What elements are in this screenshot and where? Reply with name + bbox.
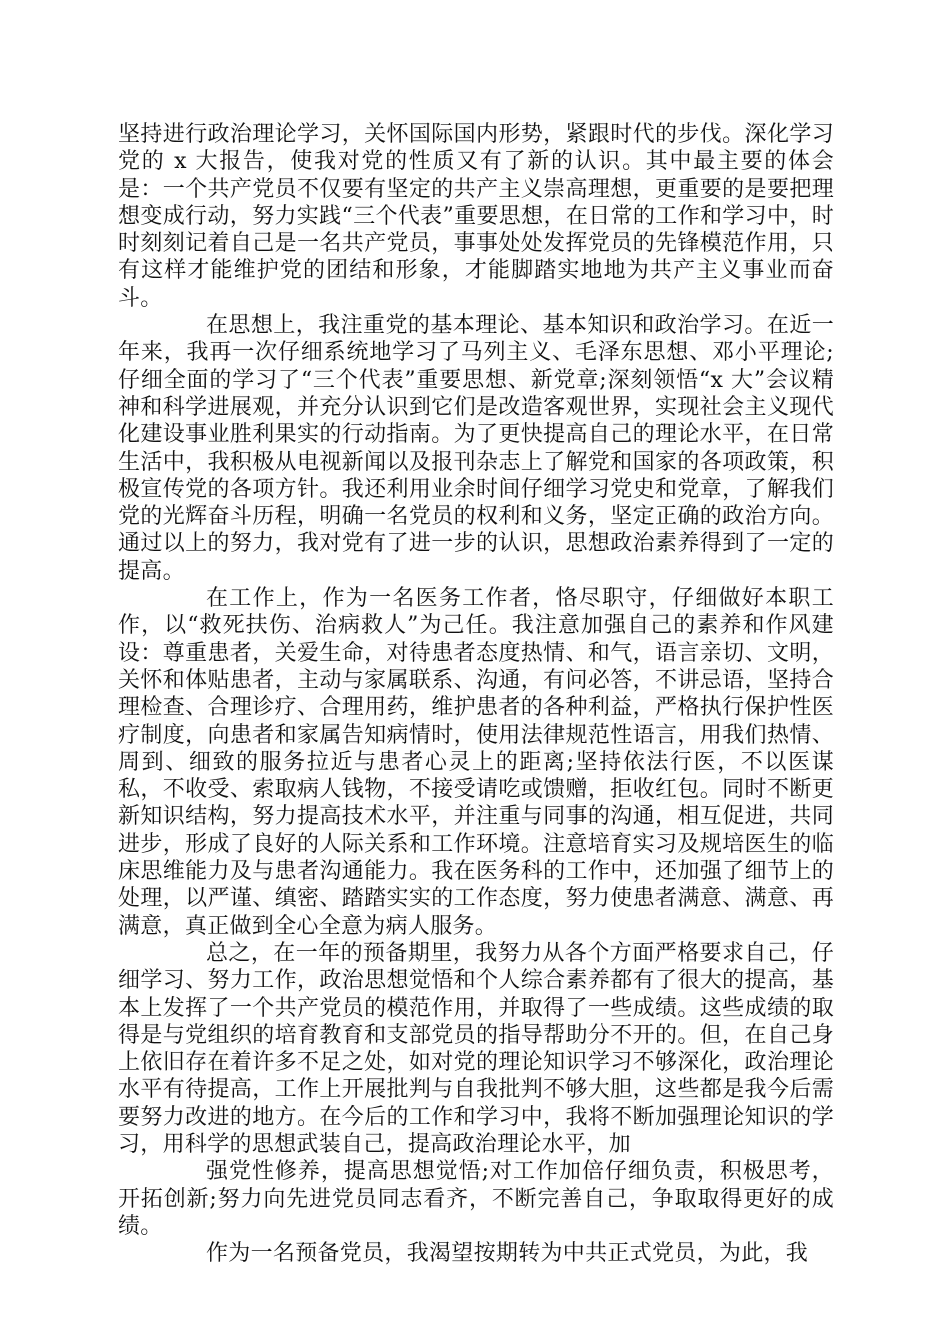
document-page <box>118 121 834 1267</box>
paragraph-summary: 总之，在一年的预备期里，我努力从各个方面严格要求自己，仔细学习、努力工作，政治思想觉悟和个人综合素养都有了很大的提高，基本上发挥了一个共产党员的模范作用，并取得了一些成绩。这些成绩的取得是与党组织的培育教育和支部党员的指导帮助分不开的。但，在自己身上依旧存在着许多不足之处，如对党的理论知识学习不够深化，政治理论水平有待提高，工作上开展批判与自我批判不够大胆，这些都是我今后需要努力改进的地方。在今后的工作和学习中，我将不断加强理论知识的学习，用科学的思想武装自己，提高政治理论水平，加 <box>118 940 834 1157</box>
paragraph-work: 在工作上，作为一名医务工作者，恪尽职守，仔细做好本职工作，以“救死扶伤、治病救人”为己任。我注意加强自己的素养和作风建设：尊重患者，关爱生命，对待患者态度热情、和气，语言亲切、文明，关怀和体贴患者，主动与家属联系、沟通，有问必答，不讲忌语，坚持合理检查、合理诊疗、合理用药，维护患者的各种利益，严格执行保护性医疗制度，向患者和家属告知病情时，使用法律规范性语言，用我们热情、周到、细致的服务拉近与患者心灵上的距离;坚持依法行医，不以医谋私，不收受、索取病人钱物，不接受请吃或馈赠，拒收红包。同时不断更新知识结构，努力提高技术水平，并注重与同事的沟通，相互促进，共同进步，形成了良好的人际关系和工作环境。注意培育实习及规培医生的临床思维能力及与患者沟通能力。我在医务科的工作中，还加强了细节上的处理，以严谨、缜密、踏踏实实的工作态度，努力使患者满意、满意、再满意，真正做到全心全意为病人服务。 <box>118 586 834 939</box>
paragraph-theory-study: 坚持进行政治理论学习，关怀国际国内形势，紧跟时代的步伐。深化学习党的 x 大报告，使我对党的性质又有了新的认识。其中最主要的体会是：一个共产党员不仅要有坚定的共产主义崇高理想，更重要的是要把理想变成行动，努力实践“三个代表”重要思想，在日常的工作和学习中，时时刻刻记着自己是一名共产党员，事事处处发挥党员的先锋模范作用，只有这样才能维护党的团结和形象，才能脚踏实地地为共产主义事业而奋斗。 <box>118 122 834 311</box>
paragraph-party-spirit: 强党性修养，提高思想觉悟;对工作加倍仔细负责，积极思考，开拓创新;努力向先进党员同志看齐，不断完善自己，争取取得更好的成绩。 <box>118 1159 834 1239</box>
paragraph-ideology: 在思想上，我注重党的基本理论、基本知识和政治学习。在近一年来，我再一次仔细系统地学习了马列主义、毛泽东思想、邓小平理论;仔细全面的学习了“三个代表”重要思想、新党章;深刻领悟“x 大”会议精神和科学进展观，并充分认识到它们是改造客观世界，实现社会主义现代化建设事业胜利果实的行动指南。为了更快提高自己的理论水平，在日常生活中，我积极从电视新闻以及报刊杂志上了解党和国家的各项政策，积极宣传党的各项方针。我还利用业余时间仔细学习党史和党章，了解我们党的光辉奋斗历程，明确一名党员的权利和义务，坚定正确的政治方向。通过以上的努力，我对党有了进一步的认识，思想政治素养得到了一定的提高。 <box>118 313 834 584</box>
paragraph-probationary-member: 作为一名预备党员，我渴望按期转为中共正式党员，为此，我 <box>206 1241 809 1267</box>
